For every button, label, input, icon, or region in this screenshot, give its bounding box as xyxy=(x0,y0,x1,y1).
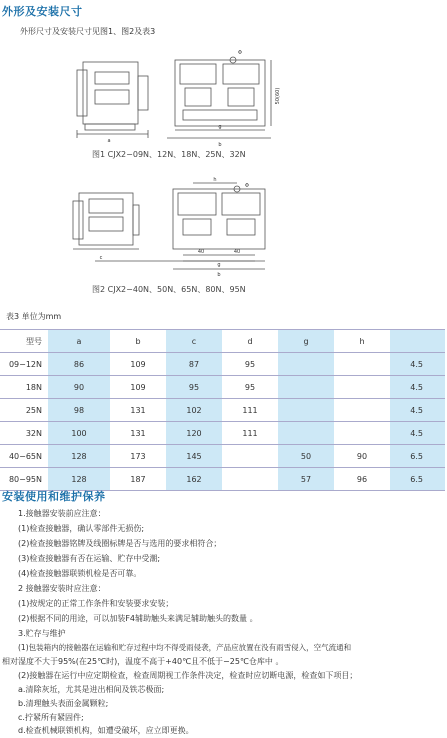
table-row xyxy=(0,353,445,376)
fig2-side-right-tab xyxy=(133,205,139,235)
table-header-cell: d xyxy=(222,330,278,353)
table-cell: 109 xyxy=(110,353,166,376)
table-cell: 102 xyxy=(166,399,222,422)
table-cell: 18N xyxy=(0,376,48,399)
fig1-front-body xyxy=(175,60,265,126)
table-cell xyxy=(334,399,390,422)
table-cell: 50 xyxy=(278,445,334,468)
table-header-cell xyxy=(390,330,445,353)
intro-text: 外形尺寸及安装尺寸见图1、图2及表3 xyxy=(20,27,156,36)
section-title-maintenance: 安装使用和维护保养 xyxy=(2,490,106,503)
figure-2-drawing xyxy=(65,175,425,280)
table-row xyxy=(0,422,445,445)
figure-1-drawing xyxy=(65,50,425,150)
maintenance-line: (2)根据不同的用途，可以加装F4辅助触头来满足辅助触头的数量 。 xyxy=(18,614,258,623)
fig1-side-right-tab xyxy=(138,76,148,110)
table-cell: 111 xyxy=(222,422,278,445)
table-cell: 86 xyxy=(48,353,110,376)
fig2-front-window-left xyxy=(183,219,211,235)
fig1-front-bottom-terminals xyxy=(183,110,257,120)
table-cell: 131 xyxy=(110,399,166,422)
table-cell: 6.5 xyxy=(390,468,445,491)
table-cell: 96 xyxy=(334,468,390,491)
fig2-side-left xyxy=(73,201,83,239)
table-header-cell: b xyxy=(110,330,166,353)
table-cell: 87 xyxy=(166,353,222,376)
maintenance-line: c.拧紧所有紧固件; xyxy=(18,713,84,722)
table-cell: 145 xyxy=(166,445,222,468)
figure-2 xyxy=(65,175,425,280)
figure-1 xyxy=(65,50,425,150)
fig2-side-top-block xyxy=(89,199,123,213)
table-cell: 98 xyxy=(48,399,110,422)
table-cell: 95 xyxy=(166,376,222,399)
table-cell: 4.5 xyxy=(390,353,445,376)
table-cell: 128 xyxy=(48,445,110,468)
table-cell: 173 xyxy=(110,445,166,468)
maintenance-line: 相对湿度不大于95%(在25℃时)，温度不高于+40℃且不低于−25℃仓库中 。 xyxy=(2,657,284,666)
fig2-label-b: b xyxy=(217,272,221,278)
fig2-front-window-right xyxy=(227,219,255,235)
maintenance-line: (1)包装箱内的接触器在运输和贮存过程中均不得受雨侵袭，产品应放置在没有雨雪侵入，空气流通和 xyxy=(18,643,352,652)
fig1-side-top-block xyxy=(95,72,129,84)
table-cell xyxy=(334,376,390,399)
fig2-side-mid-block xyxy=(89,217,123,231)
fig1-label-b: b xyxy=(218,142,222,148)
fig1-front-window-right xyxy=(228,88,254,106)
fig1-label-g: g xyxy=(218,124,222,130)
figure-2-caption: 图2 CJX2−40N、50N、65N、80N、95N xyxy=(92,285,246,294)
table-cell xyxy=(278,422,334,445)
table-cell: 6.5 xyxy=(390,445,445,468)
fig1-side-base xyxy=(85,124,135,130)
fig1-label-d: 50(60) xyxy=(275,87,281,105)
fig2-label-c: c xyxy=(99,255,103,261)
maintenance-line: a.清除灰坵，尤其是进出相间及铁芯极面; xyxy=(18,685,165,694)
table-cell: 57 xyxy=(278,468,334,491)
fig2-label-40a: 40 xyxy=(197,249,205,255)
table-header-cell: 型号 xyxy=(0,330,48,353)
maintenance-line: (2)接触器在运行中应定期检查，检查周期视工作条件决定，检查时应切断电源，检查如下项目； xyxy=(18,671,358,680)
table-header-cell: c xyxy=(166,330,222,353)
maintenance-line: 1.接触器安装前应注意： xyxy=(18,509,106,518)
table-cell xyxy=(278,353,334,376)
table-cell: 4.5 xyxy=(390,422,445,445)
fig2-front-terminal-right xyxy=(222,193,260,215)
table-cell: 32N xyxy=(0,422,48,445)
fig2-front-terminal-left xyxy=(178,193,216,215)
table-cell xyxy=(222,445,278,468)
fig1-label-a: a xyxy=(107,138,111,144)
maintenance-line: (1)检查接触器，确认零部件无损伤; xyxy=(18,524,145,533)
table-cell: 95 xyxy=(222,353,278,376)
table-cell xyxy=(334,353,390,376)
fig1-side-mid-block xyxy=(95,90,129,104)
fig1-front-terminal-right xyxy=(223,64,259,84)
table-cell: 09−12N xyxy=(0,353,48,376)
table-cell: 162 xyxy=(166,468,222,491)
table-cell: 100 xyxy=(48,422,110,445)
maintenance-line: d.检查机械联锁机构，如遭受破坏，应立即更换。 xyxy=(18,726,194,735)
table-cell xyxy=(278,399,334,422)
table-row xyxy=(0,445,445,468)
fig2-label-phi: Φ xyxy=(245,183,249,189)
maintenance-line: 3.贮存与维护 xyxy=(18,629,66,638)
maintenance-line: (1)按规定的正常工作条件和安装要求安装； xyxy=(18,599,174,608)
table-cell: 187 xyxy=(110,468,166,491)
table-header-cell: h xyxy=(334,330,390,353)
table-cell: 128 xyxy=(48,468,110,491)
table-cell xyxy=(334,422,390,445)
table-row xyxy=(0,376,445,399)
dimensions-table xyxy=(0,329,445,491)
table-header-cell: a xyxy=(48,330,110,353)
table-caption: 表3 单位为mm xyxy=(6,312,62,321)
table-cell: 111 xyxy=(222,399,278,422)
section-title-dimensions: 外形及安装尺寸 xyxy=(2,5,83,18)
table-cell: 80−95N xyxy=(0,468,48,491)
table-cell xyxy=(222,468,278,491)
table-cell: 131 xyxy=(110,422,166,445)
table-cell: 95 xyxy=(222,376,278,399)
maintenance-line: (4)检查接触器联锁机检是否可靠。 xyxy=(18,569,142,578)
fig2-label-40b: 40 xyxy=(233,249,241,255)
maintenance-line: (3)检查接触器有否在运输、贮存中受潮; xyxy=(18,554,161,563)
table-header-row xyxy=(0,330,445,353)
figure-1-caption: 图1 CJX2−09N、12N、18N、25N、32N xyxy=(92,150,246,159)
table-cell: 90 xyxy=(48,376,110,399)
fig1-side-body xyxy=(83,62,138,124)
fig1-front-terminal-left xyxy=(180,64,216,84)
table-cell: 4.5 xyxy=(390,399,445,422)
table-cell xyxy=(278,376,334,399)
table-cell: 40−65N xyxy=(0,445,48,468)
table-cell: 109 xyxy=(110,376,166,399)
fig2-label-h: h xyxy=(213,177,217,183)
maintenance-line: 2 接触器安装时应注意： xyxy=(18,584,106,593)
fig1-label-phi: Φ xyxy=(238,50,242,56)
table-cell: 90 xyxy=(334,445,390,468)
table-cell: 4.5 xyxy=(390,376,445,399)
maintenance-line: b.清理触头表面金属颗粒; xyxy=(18,699,109,708)
fig1-front-window-left xyxy=(185,88,211,106)
table-row xyxy=(0,399,445,422)
fig1-side-left xyxy=(77,70,87,116)
table-cell: 120 xyxy=(166,422,222,445)
fig2-side-body xyxy=(79,193,133,245)
table-cell: 25N xyxy=(0,399,48,422)
maintenance-line: (2)检查接触器铭牌及线圈标牌是否与选用的要求相符合； xyxy=(18,539,222,548)
table-header-cell: g xyxy=(278,330,334,353)
fig2-label-g: g xyxy=(217,262,221,268)
